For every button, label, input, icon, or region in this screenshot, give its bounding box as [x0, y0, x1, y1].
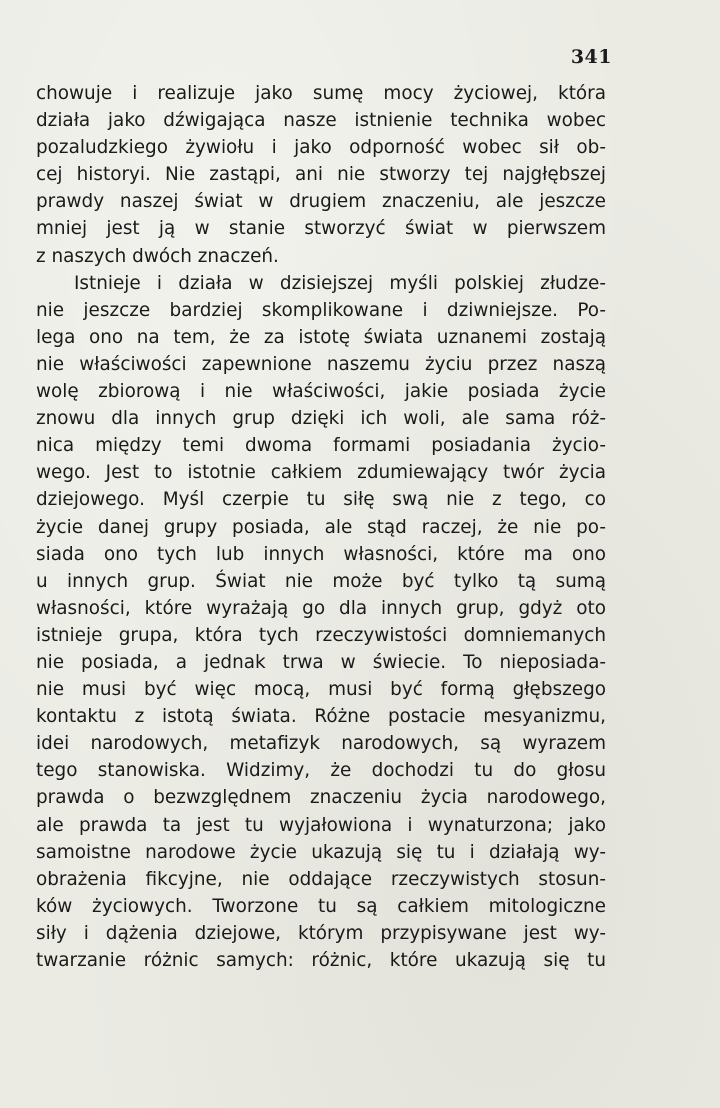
text-line: siada ono tych lub innych własności, które ma ono — [36, 543, 606, 565]
text-line: własności, które wyrażają go dla innych grup, gdyż oto — [36, 597, 606, 619]
text-line: siły i dążenia dziejowe, którym przypisywane jest wy- — [36, 922, 606, 944]
text-line: prawda o bezwzględnem znaczeniu życia narodowego, — [36, 787, 606, 809]
text-line: istnieje grupa, która tych rzeczywistości domniemanych — [36, 624, 606, 646]
page-number: 341 — [570, 46, 612, 68]
text-line: wolę zbiorową i nie właściwości, jakie posiada życie — [36, 381, 606, 403]
text-line: nie posiada, a jednak trwa w świecie. To nieposiada- — [36, 651, 606, 673]
text-line: z naszych dwóch znaczeń. — [36, 245, 279, 267]
text-line: nica między temi dwoma formami posiadania życio- — [36, 435, 606, 457]
text-line: nie właściwości zapewnione naszemu życiu przez naszą — [36, 353, 606, 375]
text-line: cej historyi. Nie zastąpi, ani nie stworzy tej najgłębszej — [36, 164, 606, 186]
body-text — [36, 80, 606, 974]
text-line: lega ono na tem, że za istotę świata uznanemi zostają — [36, 326, 606, 348]
text-line: samoistne narodowe życie ukazują się tu i działają wy- — [36, 841, 606, 863]
text-line: wego. Jest to istotnie całkiem zdumiewający twór życia — [36, 462, 606, 484]
text-line: mniej jest ją w stanie stworzyć świat w pierwszem — [36, 218, 606, 240]
text-line: chowuje i realizuje jako sumę mocy życiowej, która — [36, 83, 606, 104]
text-line: twarzanie różnic samych: różnic, które ukazują się tu — [36, 950, 606, 971]
text-line: ale prawda ta jest tu wyjałowiona i wynaturzona; jako — [36, 814, 606, 836]
text-line: tego stanowiska. Widzimy, że dochodzi tu do głosu — [36, 760, 606, 782]
text-line: idei narodowych, metafizyk narodowych, są wyrazem — [36, 733, 606, 755]
text-line: pozaludzkiego żywiołu i jako odporność wobec sił ob- — [36, 137, 606, 159]
text-line: działa jako dźwigająca nasze istnienie technika wobec — [36, 110, 606, 132]
text-line: życie danej grupy posiada, ale stąd raczej, że nie po- — [36, 516, 606, 538]
text-line: obrażenia fikcyjne, nie oddające rzeczywistych stosun- — [36, 868, 606, 890]
text-line: ków życiowych. Tworzone tu są całkiem mitologiczne — [36, 895, 606, 917]
text-line: prawdy naszej świat w drugiem znaczeniu, ale jeszcze — [36, 191, 606, 213]
text-line: dziejowego. Myśl czerpie tu siłę swą nie z tego, co — [36, 489, 606, 511]
text-line: nie jeszcze bardziej skomplikowane i dziwniejsze. Po- — [36, 299, 606, 321]
text-line: znowu dla innych grup dzięki ich woli, ale sama róż- — [36, 408, 606, 430]
text-line: nie musi być więc mocą, musi być formą głębszego — [36, 679, 606, 701]
text-line: u innych grup. Świat nie może być tylko tą sumą — [36, 570, 606, 592]
text-line: kontaktu z istotą świata. Różne postacie mesyanizmu, — [36, 706, 606, 728]
text-line: Istnieje i działa w dzisiejszej myśli polskiej złudze- — [74, 272, 606, 294]
